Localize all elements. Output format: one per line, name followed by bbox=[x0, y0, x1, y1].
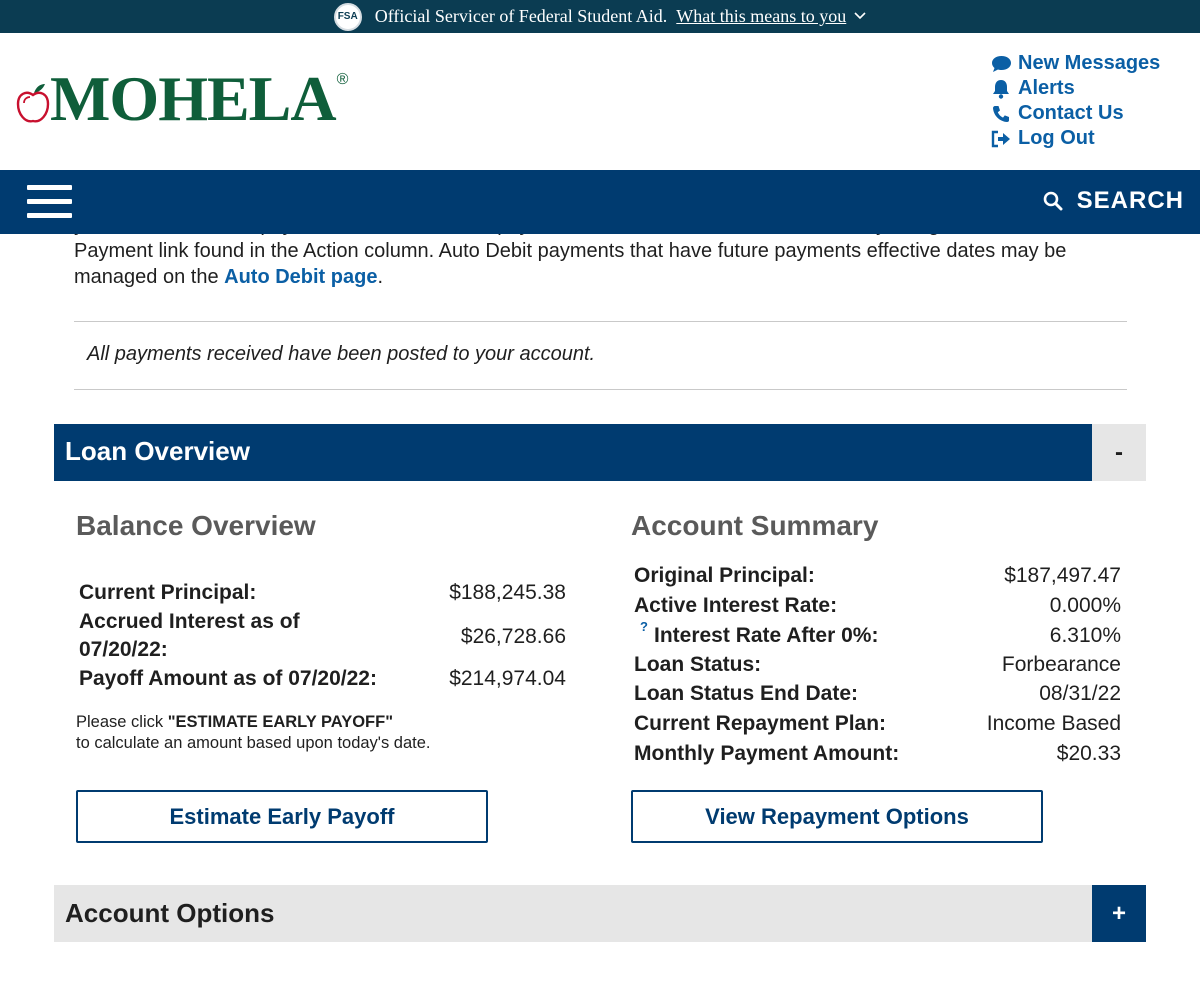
bell-icon bbox=[990, 79, 1012, 99]
monthly-payment-value: $20.33 bbox=[1056, 742, 1121, 765]
search-button[interactable] bbox=[1043, 187, 1184, 215]
alerts-label: Alerts bbox=[1018, 77, 1075, 99]
estimate-early-payoff-button[interactable]: Estimate Early Payoff bbox=[76, 790, 488, 843]
posted-message: All payments received have been posted to your account. bbox=[87, 343, 596, 365]
note-prefix: Please click bbox=[76, 713, 164, 731]
registered-mark: ® bbox=[336, 71, 349, 88]
new-messages-label: New Messages bbox=[1018, 52, 1161, 74]
fsa-seal-icon: FSA bbox=[334, 3, 362, 31]
expand-toggle-button[interactable]: + bbox=[1092, 885, 1146, 942]
alerts-link[interactable] bbox=[990, 76, 1160, 101]
original-principal-label: Original Principal: bbox=[634, 564, 815, 587]
chevron-down-icon[interactable] bbox=[854, 9, 866, 24]
main-nav-bar bbox=[0, 170, 1200, 234]
accrued-interest-value: $26,728.66 bbox=[460, 625, 566, 648]
auto-debit-page-link[interactable]: Auto Debit page bbox=[224, 266, 378, 288]
hamburger-menu-icon[interactable] bbox=[27, 185, 72, 219]
fsa-banner bbox=[0, 0, 1200, 33]
current-principal-label: Current Principal: bbox=[79, 581, 257, 604]
balance-overview-title: Balance Overview bbox=[76, 510, 316, 541]
payoff-amount-value: $214,974.04 bbox=[449, 667, 566, 690]
view-repayment-options-button[interactable]: View Repayment Options bbox=[631, 790, 1043, 843]
fsa-banner-text: Official Servicer of Federal Student Aid. bbox=[374, 6, 668, 26]
original-principal-value: $187,497.47 bbox=[1004, 564, 1121, 587]
search-icon bbox=[1043, 191, 1063, 211]
help-question-icon[interactable]: ? bbox=[640, 619, 648, 634]
loan-status-value: Forbearance bbox=[1001, 653, 1121, 676]
loan-status-label: Loan Status: bbox=[634, 653, 762, 676]
notice-line-3-prefix: managed on the bbox=[74, 266, 219, 288]
contact-us-label: Contact Us bbox=[1018, 102, 1124, 124]
current-principal-value: $188,245.38 bbox=[449, 581, 566, 604]
new-messages-link[interactable] bbox=[990, 51, 1160, 76]
interest-rate-after-label: Interest Rate After 0%: bbox=[654, 624, 879, 647]
mohela-logo[interactable] bbox=[16, 63, 349, 134]
account-summary-title: Account Summary bbox=[631, 510, 879, 541]
repayment-plan-label: Current Repayment Plan: bbox=[634, 712, 887, 735]
logo-wordmark: MOHELA bbox=[50, 63, 336, 134]
contact-us-link[interactable] bbox=[990, 101, 1160, 126]
log-out-link[interactable] bbox=[990, 126, 1160, 151]
site-header bbox=[0, 33, 1200, 170]
accrued-interest-label-line2: 07/20/22: bbox=[79, 638, 168, 661]
monthly-payment-label: Monthly Payment Amount: bbox=[634, 742, 900, 765]
account-options-header[interactable] bbox=[54, 885, 1146, 942]
speech-bubble-icon bbox=[990, 54, 1012, 74]
note-bold: "ESTIMATE EARLY PAYOFF" bbox=[167, 713, 394, 731]
search-label: SEARCH bbox=[1076, 187, 1184, 214]
payoff-amount-label: Payoff Amount as of 07/20/22: bbox=[79, 667, 377, 690]
loan-overview-title: Loan Overview bbox=[65, 436, 250, 466]
estimate-payoff-note bbox=[76, 712, 430, 754]
payment-notice bbox=[74, 226, 1144, 290]
divider bbox=[74, 389, 1127, 390]
divider bbox=[74, 321, 1127, 322]
active-interest-rate-value: 0.000% bbox=[1049, 594, 1121, 617]
loan-status-end-date-label: Loan Status End Date: bbox=[634, 682, 859, 705]
notice-line-3 bbox=[74, 264, 1144, 290]
phone-icon bbox=[990, 104, 1012, 124]
accrued-interest-label-line1: Accrued Interest as of bbox=[79, 610, 300, 633]
what-this-means-link[interactable]: What this means to you bbox=[676, 6, 847, 26]
active-interest-rate-label: Active Interest Rate: bbox=[634, 594, 838, 617]
loan-overview-header[interactable] bbox=[54, 424, 1146, 481]
note-line-2: to calculate an amount based upon today's date. bbox=[76, 734, 431, 752]
utility-links bbox=[990, 51, 1160, 151]
loan-status-end-date-value: 08/31/22 bbox=[1039, 682, 1121, 705]
apple-icon bbox=[16, 79, 50, 127]
notice-line-2: Payment link found in the Action column. Auto Debit payments that have future payments effective dates may be bbox=[74, 240, 1067, 262]
notice-line-3-suffix: . bbox=[377, 266, 384, 288]
repayment-plan-value: Income Based bbox=[986, 712, 1121, 735]
log-out-label: Log Out bbox=[1018, 127, 1095, 149]
logout-icon bbox=[990, 129, 1012, 149]
account-options-title: Account Options bbox=[65, 898, 275, 928]
collapse-toggle-button[interactable]: - bbox=[1092, 424, 1146, 481]
interest-rate-after-value: 6.310% bbox=[1049, 624, 1121, 647]
